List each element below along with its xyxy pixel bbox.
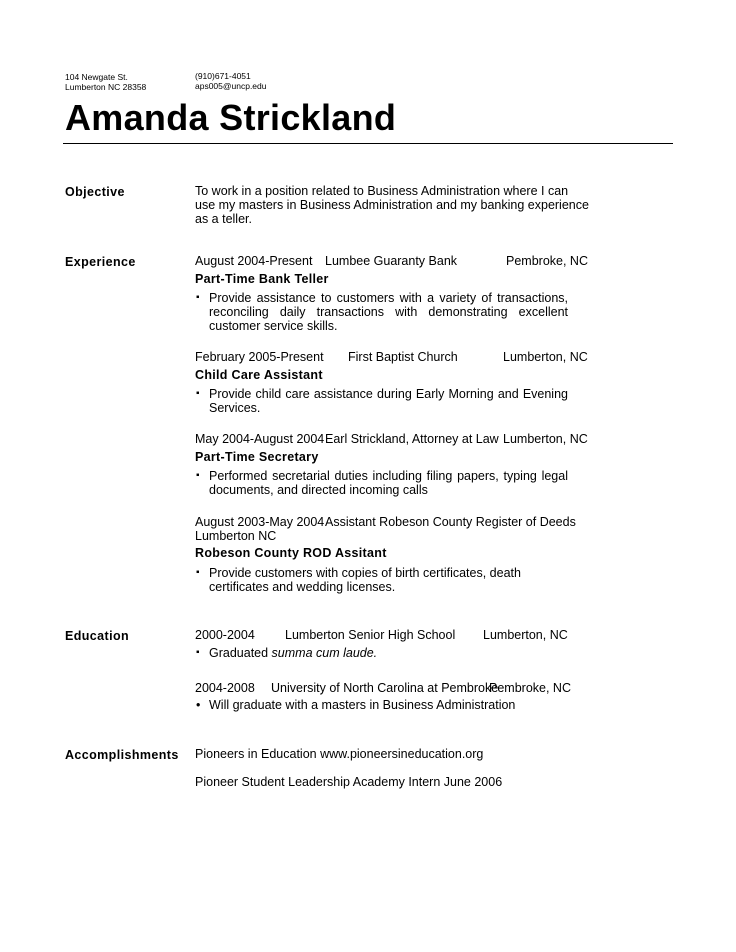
address-line-2: Lumberton NC 28358: [65, 82, 147, 92]
job-2-dates: February 2005-Present: [195, 350, 324, 364]
job-1-employer: Lumbee Guaranty Bank: [325, 254, 458, 268]
job-1-bullet: Provide assistance to customers with a variety of transactions, reconciling daily transactions with demonstrating excellent customer service skills.: [209, 291, 568, 333]
education-1-honors: summa cum laude.: [271, 646, 378, 660]
education-1-location: Lumberton, NC: [483, 628, 568, 642]
accomplishment-2: Pioneer Student Leadership Academy Intern June 2006: [195, 775, 503, 789]
education-2-location: Pembroke, NC: [489, 681, 571, 695]
job-1-title: Part-Time Bank Teller: [195, 272, 329, 286]
job-4-employer: Assistant Robeson County Register of Deeds: [325, 515, 576, 529]
job-3-dates: May 2004-August 2004: [195, 432, 325, 446]
applicant-name: Amanda Strickland: [65, 97, 397, 138]
job-3-bullet: Performed secretarial duties including filing papers, typing legal documents, and directed incoming calls: [209, 469, 568, 497]
bullet-icon: ▪: [196, 567, 200, 578]
header-divider: [63, 143, 673, 144]
bullet-icon: ▪: [196, 388, 200, 399]
section-heading-objective: Objective: [65, 185, 125, 199]
job-3-employer: Earl Strickland, Attorney at Law: [325, 432, 499, 446]
section-heading-education: Education: [65, 629, 130, 643]
bullet-icon: ▪: [196, 470, 200, 481]
bullet-icon: •: [196, 698, 201, 712]
accomplishment-1: Pioneers in Education www.pioneersineducation.org: [195, 747, 484, 761]
job-2-employer: First Baptist Church: [348, 350, 458, 364]
education-2-dates: 2004-2008: [195, 681, 255, 695]
job-2-bullet: Provide child care assistance during Early Morning and Evening Services.: [209, 387, 568, 415]
bullet-icon: ▪: [196, 292, 200, 303]
bullet-icon: ▪: [196, 647, 200, 658]
education-2-school: University of North Carolina at Pembroke: [271, 681, 499, 695]
phone-number: (910)671-4051: [195, 71, 251, 81]
job-2-location: Lumberton, NC: [503, 350, 588, 364]
job-4-location: Lumberton NC: [195, 529, 277, 543]
section-heading-accomplishments: Accomplishments: [65, 748, 179, 762]
education-1-school: Lumberton Senior High School: [285, 628, 456, 642]
job-4-dates: August 2003-May 2004: [195, 515, 325, 529]
objective-text: To work in a position related to Business Administration where I can use my masters in Business Administration and my banking experience as a teller.: [195, 184, 589, 226]
address-line-1: 104 Newgate St.: [65, 72, 128, 82]
education-1-bullet-text: Graduated: [209, 646, 272, 660]
education-2-bullet: Will graduate with a masters in Business Administration: [209, 698, 516, 712]
section-heading-experience: Experience: [65, 255, 136, 269]
email-address: aps005@uncp.edu: [195, 81, 267, 91]
education-1-dates: 2000-2004: [195, 628, 255, 642]
job-3-location: Lumberton, NC: [503, 432, 588, 446]
job-4-bullet: Provide customers with copies of birth certificates, death certificates and wedding licenses.: [209, 566, 521, 594]
education-1-bullet: [209, 646, 377, 660]
job-1-location: Pembroke, NC: [506, 254, 588, 268]
job-4-title: Robeson County ROD Assitant: [195, 546, 387, 560]
job-1-dates: August 2004-Present: [195, 254, 313, 268]
job-3-title: Part-Time Secretary: [195, 450, 319, 464]
job-2-title: Child Care Assistant: [195, 368, 323, 382]
